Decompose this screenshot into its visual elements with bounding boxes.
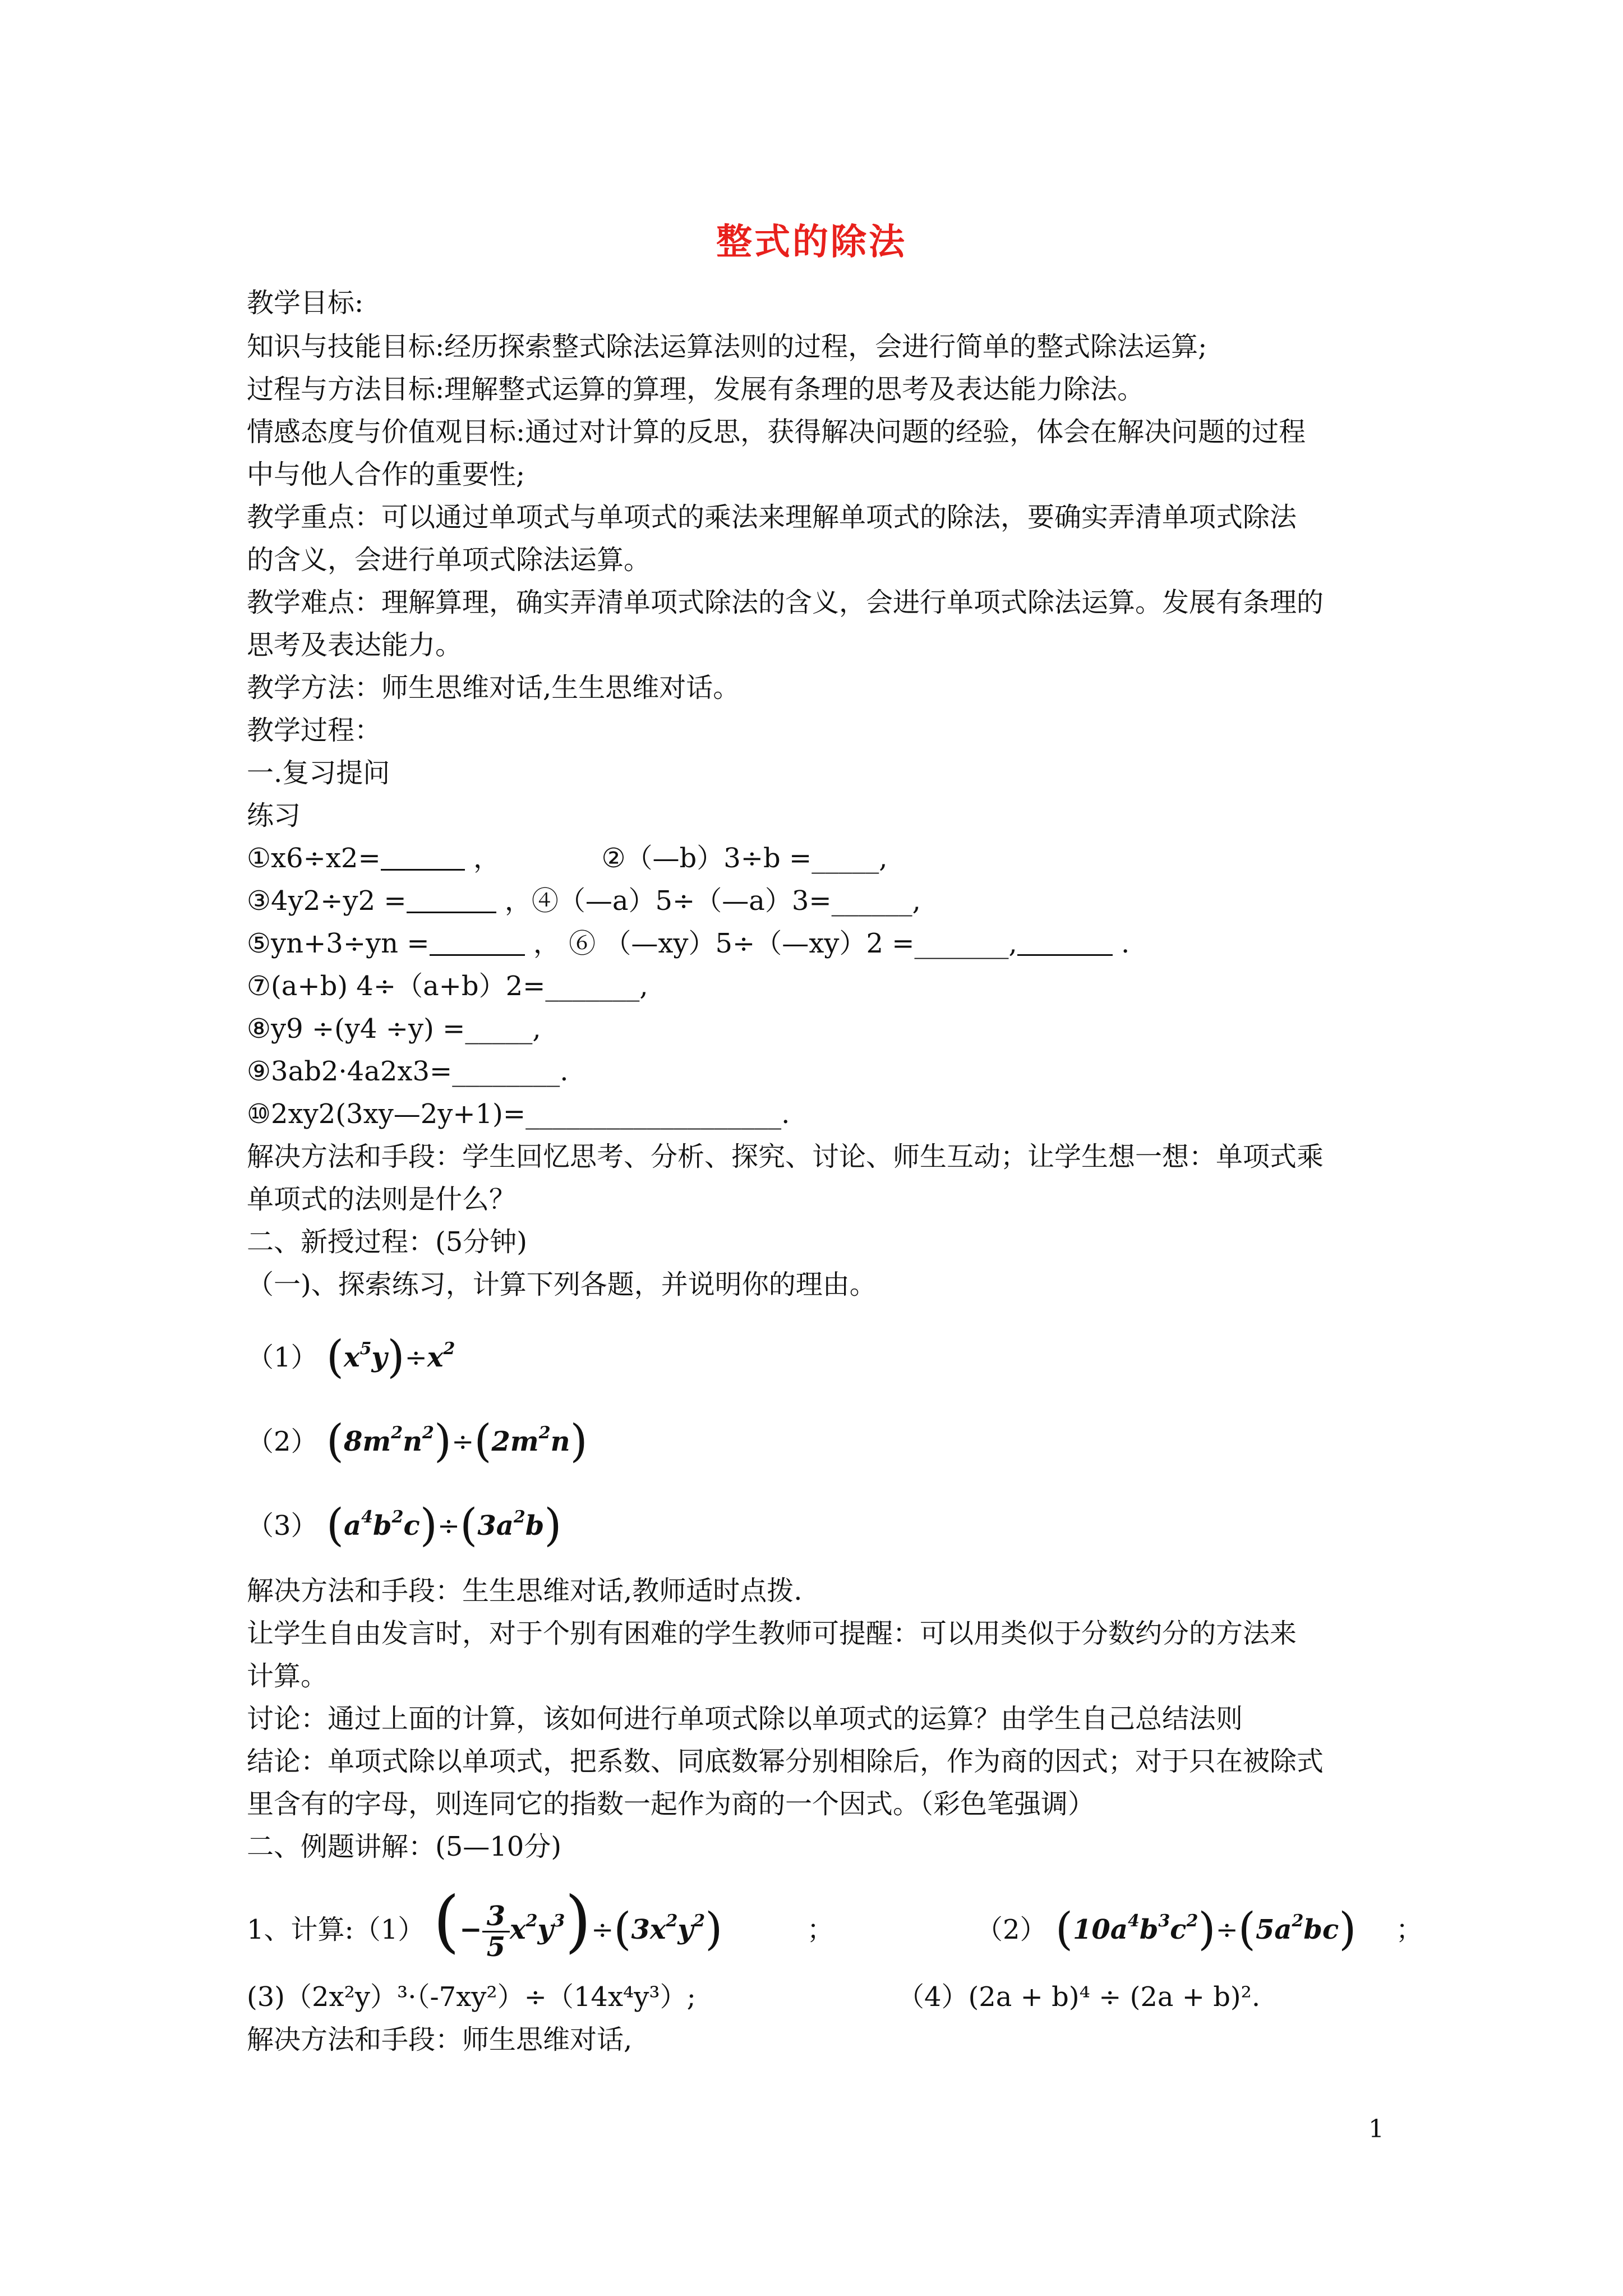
section-heading-objectives: 教学目标: [247,287,364,319]
text-line: 教学难点：理解算理，确实弄清单项式除法的含义，会进行单项式除法运算。发展有条理的 [247,587,1324,618]
example-label: （2） [976,1914,1047,1945]
text-line: 的含义，会进行单项式除法运算。 [247,544,651,576]
exercise-line-2 [247,884,921,918]
text-line: 解决方法和手段：师生思维对话, [247,2024,633,2055]
text-line: 练习 [247,800,301,831]
text-line: 让学生自由发言时，对于个别有困难的学生教师可提醒：可以用类似于分数约分的方法来 [247,1618,1297,1649]
text-line: 情感态度与价值观目标:通过对计算的反思，获得解决问题的经验，体会在解决问题的过程 [247,416,1306,448]
section-heading-new: 二、新授过程：(5分钟) [247,1226,527,1258]
math-expression: $(a^4b^2c)\div(3a^2b)$ [326,1499,562,1551]
exercise-line-1 [247,841,887,875]
exercise-7: ⑦(a+b) 4÷（a+b）2=_______, [247,970,648,1002]
text-line: 中与他人合作的重要性; [247,459,525,490]
problem-label: （3） [247,1510,318,1542]
answer-blank [381,846,465,871]
text-line: 讨论：通过上面的计算，该如何进行单项式除以单项式的运算？由学生自己总结法则 [247,1703,1243,1734]
text-line: （一)、探索练习，计算下列各题，并说明你的理由。 [247,1269,877,1300]
text-line: 思考及表达能力。 [247,629,463,661]
example-line-1 [247,1885,834,1966]
exercise-9: ⑨3ab2·4a2x3=________. [247,1056,569,1087]
separator: ； [806,1914,834,1945]
text-line: 教学过程： [247,715,382,746]
math-expression: $(x^5y)\div x^2$ [326,1331,455,1383]
example-3: (3)（2x²y）³·（-7xy²）÷（14x⁴y³）; [247,1981,696,2013]
text-line: 解决方法和手段：生生思维对话,教师适时点拨. [247,1575,803,1607]
explore-problem-3 [247,1492,562,1551]
exercise-10: ⑩2xy2(3xy—2y+1)=___________________. [247,1098,790,1130]
math-expression: $(10a^4b^3c^2)\div(5a^2bc)$ [1055,1903,1357,1955]
separator: ； [1395,1914,1423,1945]
exercise-end: . [1121,928,1130,959]
explore-problem-1 [247,1324,455,1383]
exercise-6: ， ⑥ （—xy）5÷（—xy）2 =_______, [533,928,1017,959]
page-title: 整式的除法 [716,221,907,263]
exercise-line-3 [247,927,1129,960]
text-line: 知识与技能目标:经历探索整式除法运算法则的过程，会进行简单的整式除法运算; [247,331,1207,362]
problem-label: （2） [247,1426,318,1457]
example-4: （4）(2a + b)⁴ ÷ (2a + b)². [897,1981,1261,2013]
text-line: 过程与方法目标:理解整式运算的算理，发展有条理的思考及表达能力除法。 [247,374,1145,405]
math-expression: $(8m^2n^2)\div(2m^2n)$ [326,1415,588,1467]
fraction: $\frac{3}{5}$ [482,1902,510,1962]
page-number: 1 [1368,2115,1384,2143]
exercise-1: ①x6÷x2= [247,843,381,874]
text-line: 里含有的字母，则连同它的指数一起作为商的一个因式。（彩色笔强调） [247,1788,1095,1820]
text-line: 解决方法和手段：学生回忆思考、分析、探究、讨论、师生互动；让学生想一想：单项式乘 [247,1141,1324,1172]
answer-blank [407,889,496,913]
exercise-4: ，④（—a）5÷（—a）3=______, [504,885,921,917]
problem-label: （1） [247,1342,318,1373]
example-label: 1、计算:（1） [247,1914,425,1945]
answer-blank [1017,932,1113,956]
exercise-5: ⑤yn+3÷yn = [247,928,430,959]
section-heading-review: 一.复习提问 [247,757,390,789]
exercise-8: ⑧y9 ÷(y4 ÷y) =_____, [247,1013,541,1045]
exercise-2: ②（—b）3÷b =_____, [601,843,888,874]
text-line: 结论：单项式除以单项式，把系数、同底数幂分别相除后，作为商的因式；对于只在被除式 [247,1746,1324,1777]
answer-blank [430,932,525,956]
section-heading-examples: 二、例题讲解：(5—10分) [247,1831,562,1862]
exercise-sep: ， [473,843,500,874]
example-line-2 [976,1885,1423,1966]
text-line: 单项式的法则是什么？ [247,1184,517,1215]
text-line: 计算。 [247,1660,328,1692]
exercise-3: ③4y2÷y2 = [247,885,407,917]
text-line: 教学方法：师生思维对话,生生思维对话。 [247,672,740,703]
text-line: 教学重点：可以通过单项式与单项式的乘法来理解单项式的除法，要确实弄清单项式除法 [247,501,1297,533]
math-expression: (− $\frac{3}{5}$ $x^2y^3)\div(3x^2y^2)$ [433,1883,723,1963]
explore-problem-2 [247,1408,588,1467]
